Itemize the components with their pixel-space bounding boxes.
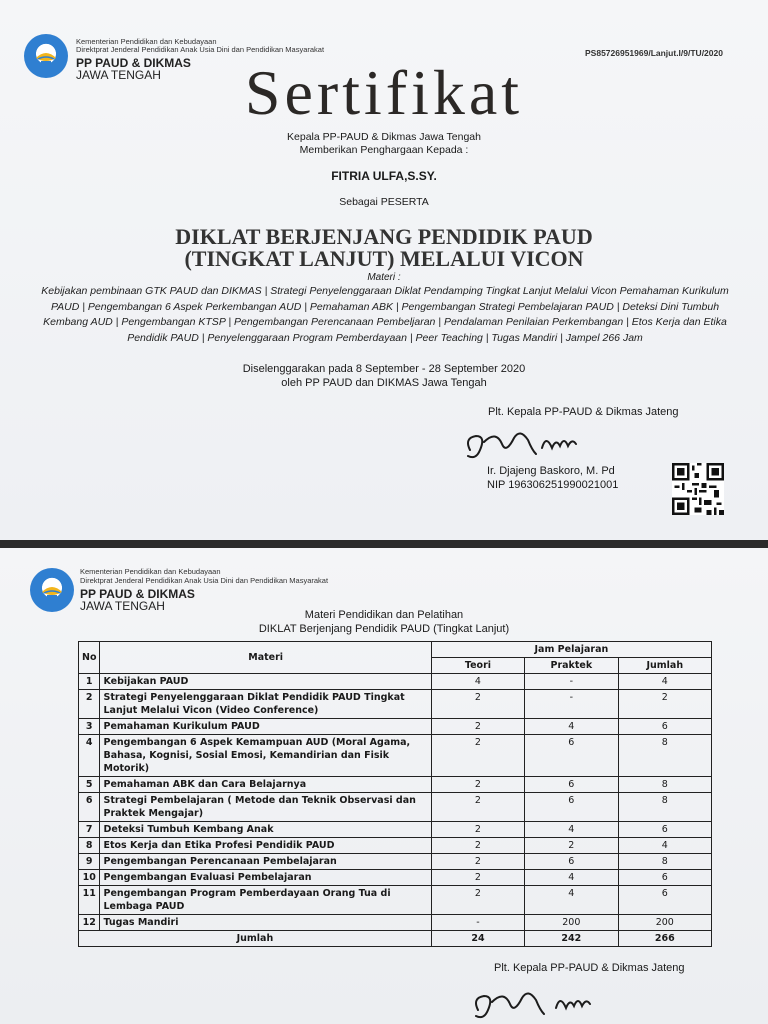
qr-code xyxy=(672,463,724,515)
total-jumlah: 266 xyxy=(618,931,711,947)
table-row xyxy=(79,822,712,838)
cell-materi: Pengembangan Evaluasi Pembelajaran xyxy=(100,870,431,886)
cell-praktek: 6 xyxy=(525,777,618,793)
total-praktek: 242 xyxy=(525,931,618,947)
cell-jumlah: 8 xyxy=(618,793,711,822)
cell-teori: 2 xyxy=(431,735,524,777)
ministry-name: Kementerian Pendidikan dan Kebudayaan xyxy=(80,567,221,576)
cell-no: 1 xyxy=(79,674,100,690)
certificate-title: Sertifikat xyxy=(244,57,524,128)
cell-no: 6 xyxy=(79,793,100,822)
course-title xyxy=(0,226,768,270)
cell-no: 12 xyxy=(79,915,100,931)
cell-materi: Pemahaman ABK dan Cara Belajarnya xyxy=(100,777,431,793)
cell-praktek: 4 xyxy=(525,719,618,735)
cell-teori: 2 xyxy=(431,838,524,854)
cell-materi: Etos Kerja dan Etika Profesi Pendidik PAUD xyxy=(100,838,431,854)
cell-materi: Pemahaman Kurikulum PAUD xyxy=(100,719,431,735)
directorate-name: Direktprat Jenderal Pendidikan Anak Usia Dini dan Pendidikan Masyarakat xyxy=(76,45,325,54)
cell-teori: 2 xyxy=(431,854,524,870)
course-title-line-1: DIKLAT BERJENJANG PENDIDIK PAUD xyxy=(175,224,593,249)
transcript-heading-1: Materi Pendidikan dan Pelatihan xyxy=(304,609,464,621)
table-row xyxy=(79,690,712,719)
directorate-name: Direktprat Jenderal Pendidikan Anak Usia Dini dan Pendidikan Masyarakat xyxy=(80,576,329,585)
cell-no: 3 xyxy=(79,719,100,735)
certificate-number: PS85726951969/Lanjut.I/9/TU/2020 xyxy=(585,48,723,58)
dates-line-2: oleh PP PAUD dan DIKMAS Jawa Tengah xyxy=(281,377,487,389)
cell-jumlah: 2 xyxy=(618,690,711,719)
cell-praktek: 6 xyxy=(525,854,618,870)
cell-materi: Pengembangan Program Pemberdayaan Orang Tua di Lembaga PAUD xyxy=(100,886,431,915)
cell-materi: Tugas Mandiri xyxy=(100,915,431,931)
col-header-jumlah: Jumlah xyxy=(618,658,711,674)
cell-materi: Strategi Penyelenggaraan Diklat Pendidik PAUD Tingkat Lanjut Melalui Vicon (Video Conference) xyxy=(100,690,431,719)
recipient-name: FITRIA ULFA,S.SY. xyxy=(331,169,437,183)
cell-materi: Deteksi Tumbuh Kembang Anak xyxy=(100,822,431,838)
cell-no: 5 xyxy=(79,777,100,793)
cell-materi: Pengembangan Perencanaan Pembelajaran xyxy=(100,854,431,870)
cell-jumlah: 6 xyxy=(618,719,711,735)
cell-no: 10 xyxy=(79,870,100,886)
cell-no: 11 xyxy=(79,886,100,915)
table-row xyxy=(79,838,712,854)
cell-jumlah: 6 xyxy=(618,870,711,886)
materi-table xyxy=(78,641,712,947)
cell-materi: Kebijakan PAUD xyxy=(100,674,431,690)
cell-praktek: - xyxy=(525,690,618,719)
cell-teori: 2 xyxy=(431,886,524,915)
cell-praktek: 200 xyxy=(525,915,618,931)
signature-scrawl xyxy=(470,980,610,1024)
institution-name: PP PAUD & DIKMAS xyxy=(76,56,191,70)
cell-praktek: 6 xyxy=(525,735,618,777)
signatory-title: Plt. Kepala PP-PAUD & Dikmas Jateng xyxy=(488,406,679,418)
cell-no: 2 xyxy=(79,690,100,719)
cell-teori: 4 xyxy=(431,674,524,690)
cell-no: 4 xyxy=(79,735,100,777)
cell-praktek: 6 xyxy=(525,793,618,822)
materi-list: Kebijakan pembinaan GTK PAUD dan DIKMAS | Strategi Penyelenggaraan Diklat Pendamping Tingkat Lanjut Melalui Vicon Pemahaman Kurikulum PAUD | Pengembangan 6 Aspek Perkembangan AUD | Pemahaman ABK | Pengembangan Strategi Pembelajaran PAUD | Deteksi Dini Tumbuh Kembang AUD | Pengembangan KTSP | Pengembangan Perencanaan Pembeljaran | Pendalaman Penilaian Perkembangan | Etos Kerja dan Etika Pendidik PAUD | Penyelenggaraan Program Pemberdayaan | Peer Teaching | Tugas Mandiri | Jampel 266 Jam xyxy=(41,285,729,344)
transcript-heading-2: DIKLAT Berjenjang Pendidik PAUD (Tingkat Lanjut) xyxy=(258,623,510,635)
event-dates xyxy=(0,362,768,390)
sheet-divider xyxy=(0,540,768,548)
cell-materi: Strategi Pembelajaran ( Metode dan Teknik Observasi dan Praktek Mengajar) xyxy=(100,793,431,822)
table-row xyxy=(79,886,712,915)
signature-scrawl xyxy=(462,420,592,470)
intro-line-2: Memberikan Penghargaan Kepada : xyxy=(299,144,469,156)
intro-line-1: Kepala PP-PAUD & Dikmas Jawa Tengah xyxy=(287,131,481,143)
col-header-teori: Teori xyxy=(431,658,524,674)
signatory-nip: NIP 196306251990021001 xyxy=(487,479,619,491)
transcript-sheet xyxy=(0,548,768,1024)
recipient-role: Sebagai PESERTA xyxy=(339,196,429,208)
cell-praktek: 4 xyxy=(525,886,618,915)
signatory-name: Ir. Djajeng Baskoro, M. Pd xyxy=(487,465,615,477)
cell-teori: - xyxy=(431,915,524,931)
table-row xyxy=(79,735,712,777)
course-title-line-2: (TINGKAT LANJUT) MELALUI VICON xyxy=(184,246,584,271)
cell-jumlah: 200 xyxy=(618,915,711,931)
tut-wuri-handayani-logo xyxy=(30,568,74,612)
cell-no: 9 xyxy=(79,854,100,870)
table-row xyxy=(79,870,712,886)
cell-teori: 2 xyxy=(431,793,524,822)
intro-text xyxy=(0,131,768,157)
cell-teori: 2 xyxy=(431,870,524,886)
cell-praktek: 2 xyxy=(525,838,618,854)
cell-praktek: 4 xyxy=(525,870,618,886)
cell-teori: 2 xyxy=(431,822,524,838)
cell-teori: 2 xyxy=(431,719,524,735)
cell-jumlah: 6 xyxy=(618,822,711,838)
materi-label: Materi : xyxy=(367,272,401,283)
table-row xyxy=(79,793,712,822)
table-row xyxy=(79,777,712,793)
cell-teori: 2 xyxy=(431,777,524,793)
institution-name: PP PAUD & DIKMAS xyxy=(80,587,195,601)
cell-jumlah: 8 xyxy=(618,777,711,793)
cell-praktek: 4 xyxy=(525,822,618,838)
cell-jumlah: 4 xyxy=(618,674,711,690)
cell-teori: 2 xyxy=(431,690,524,719)
ministry-name: Kementerian Pendidikan dan Kebudayaan xyxy=(76,37,217,46)
table-row xyxy=(79,915,712,931)
institution-region: JAWA TENGAH xyxy=(76,68,161,82)
cell-jumlah: 4 xyxy=(618,838,711,854)
table-total-row xyxy=(79,931,712,947)
cell-materi: Pengembangan 6 Aspek Kemampuan AUD (Moral Agama, Bahasa, Kognisi, Sosial Emosi, Kemandirian dan Fisik Motorik) xyxy=(100,735,431,777)
cell-jumlah: 8 xyxy=(618,735,711,777)
col-header-materi: Materi xyxy=(100,642,431,674)
cell-no: 8 xyxy=(79,838,100,854)
cell-jumlah: 8 xyxy=(618,854,711,870)
total-teori: 24 xyxy=(431,931,524,947)
signatory-block xyxy=(487,464,618,492)
col-header-praktek: Praktek xyxy=(525,658,618,674)
col-header-jam-pelajaran: Jam Pelajaran xyxy=(431,642,711,658)
institution-region: JAWA TENGAH xyxy=(80,599,165,613)
total-label: Jumlah xyxy=(79,931,432,947)
signatory-title: Plt. Kepala PP-PAUD & Dikmas Jateng xyxy=(494,962,685,974)
cell-no: 7 xyxy=(79,822,100,838)
col-header-no: No xyxy=(79,642,100,674)
dates-line-1: Diselenggarakan pada 8 September - 28 September 2020 xyxy=(242,363,526,375)
table-row xyxy=(79,854,712,870)
cell-jumlah: 6 xyxy=(618,886,711,915)
table-row xyxy=(79,674,712,690)
cell-praktek: - xyxy=(525,674,618,690)
table-row xyxy=(79,719,712,735)
